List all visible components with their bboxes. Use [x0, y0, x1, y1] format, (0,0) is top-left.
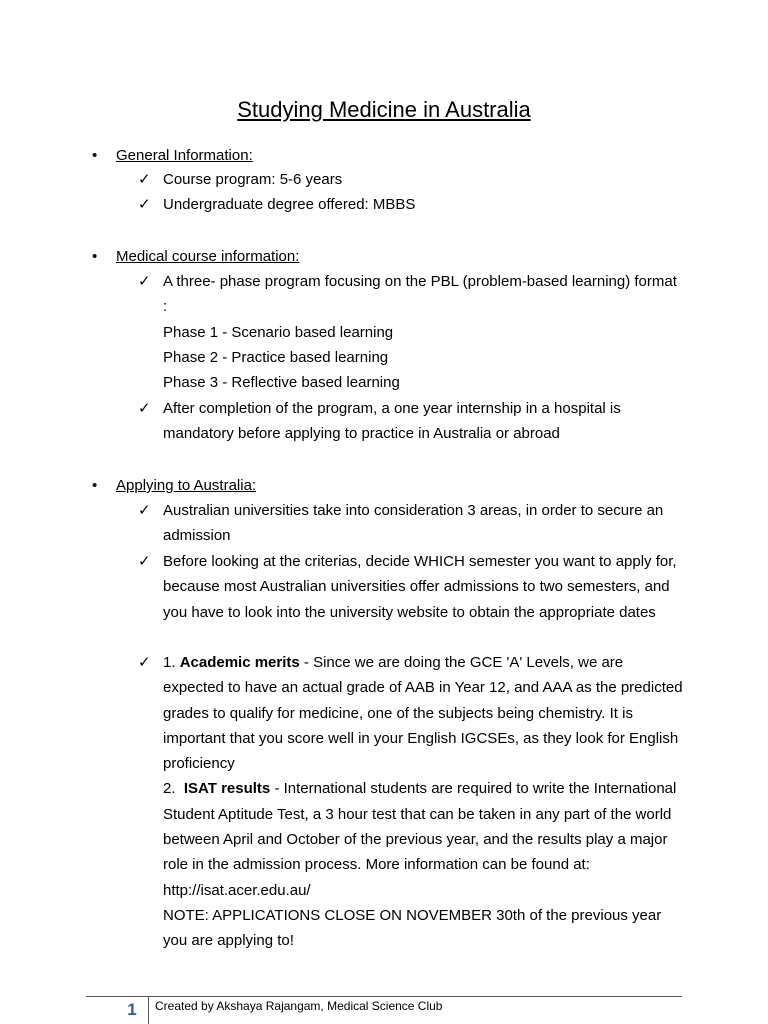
list-item	[138, 192, 683, 217]
list-item	[138, 269, 683, 395]
section-medical-course-information	[92, 247, 299, 267]
checkmark-icon: ✓	[138, 553, 151, 570]
section-heading: Applying to Australia:	[116, 477, 257, 494]
checkmark-icon: ✓	[138, 654, 151, 671]
list-item	[138, 549, 683, 625]
checkmark-icon: ✓	[138, 502, 151, 519]
section-applying-to-australia	[92, 476, 256, 496]
item-text: After completion of the program, a one year internship in a hospital is mandatory before applying to practice in Australia or abroad	[163, 400, 621, 443]
item-line: Phase 3 - Reflective based learning	[163, 374, 400, 392]
note-paragraph: NOTE: APPLICATIONS CLOSE ON NOVEMBER 30th of the previous year you are applying to!	[163, 906, 662, 950]
item-line: Phase 2 - Practice based learning	[163, 348, 389, 366]
footer-divider	[86, 996, 682, 997]
page-title: Studying Medicine in Australia	[237, 97, 531, 122]
item-line: Phase 1 - Scenario based learning	[163, 323, 394, 341]
item-line: A three- phase program focusing on the PBL (problem-based learning) format :	[163, 273, 677, 316]
merit-label: ISAT results	[183, 780, 271, 798]
item-text: Before looking at the criterias, decide WHICH semester you want to apply for, because most Australian universities offer admissions to two semesters, and you have to look into the university website to obtain the appropriate dates	[163, 553, 677, 621]
item-text: Course program: 5-6 years	[163, 171, 343, 188]
section-heading: General Information:	[116, 147, 253, 164]
checkmark-icon: ✓	[138, 273, 151, 290]
section-general-information	[92, 146, 253, 166]
merit-number: 2.	[163, 780, 184, 798]
bullet: •	[92, 248, 98, 265]
checkmark-icon: ✓	[138, 196, 151, 213]
section-heading: Medical course information:	[116, 248, 300, 265]
bullet: •	[92, 147, 98, 164]
checkmark-icon: ✓	[138, 171, 151, 188]
item-text: Undergraduate degree offered: MBBS	[163, 196, 416, 213]
bullet: •	[92, 477, 98, 494]
item-text	[163, 650, 683, 954]
checkmark-icon: ✓	[138, 400, 151, 417]
page-number: 1	[127, 1000, 137, 1019]
item-text	[163, 269, 683, 395]
footer-separator	[148, 996, 149, 1024]
list-item	[138, 650, 683, 954]
item-text: Australian universities take into consideration 3 areas, in order to secure an admission	[163, 502, 664, 545]
isat-results-paragraph	[163, 776, 683, 902]
merit-label: Academic merits	[179, 654, 300, 671]
academic-merits-paragraph	[163, 650, 683, 776]
merit-number: 1.	[163, 654, 180, 671]
list-item	[138, 498, 683, 549]
footer-credit: Created by Akshaya Rajangam, Medical Science Club	[155, 999, 443, 1013]
merit-text: - International students are required to write the International Student Aptitude Test, a 3 hour test that can be taken in any part of the world between April and October of the previous year, and the results play a major role in the admission process. More information can be found at: http://isat.acer.edu.au/	[163, 780, 677, 899]
list-item	[138, 167, 683, 192]
list-item	[138, 396, 683, 447]
merit-text: - Since we are doing the GCE 'A' Levels, we are expected to have an actual grade of AAB in Year 12, and AAA as the predicted grades to qualify for medicine, one of the subjects being chemistry. It is important that you score well in your English IGCSEs, as they look for English proficiency	[163, 654, 683, 773]
